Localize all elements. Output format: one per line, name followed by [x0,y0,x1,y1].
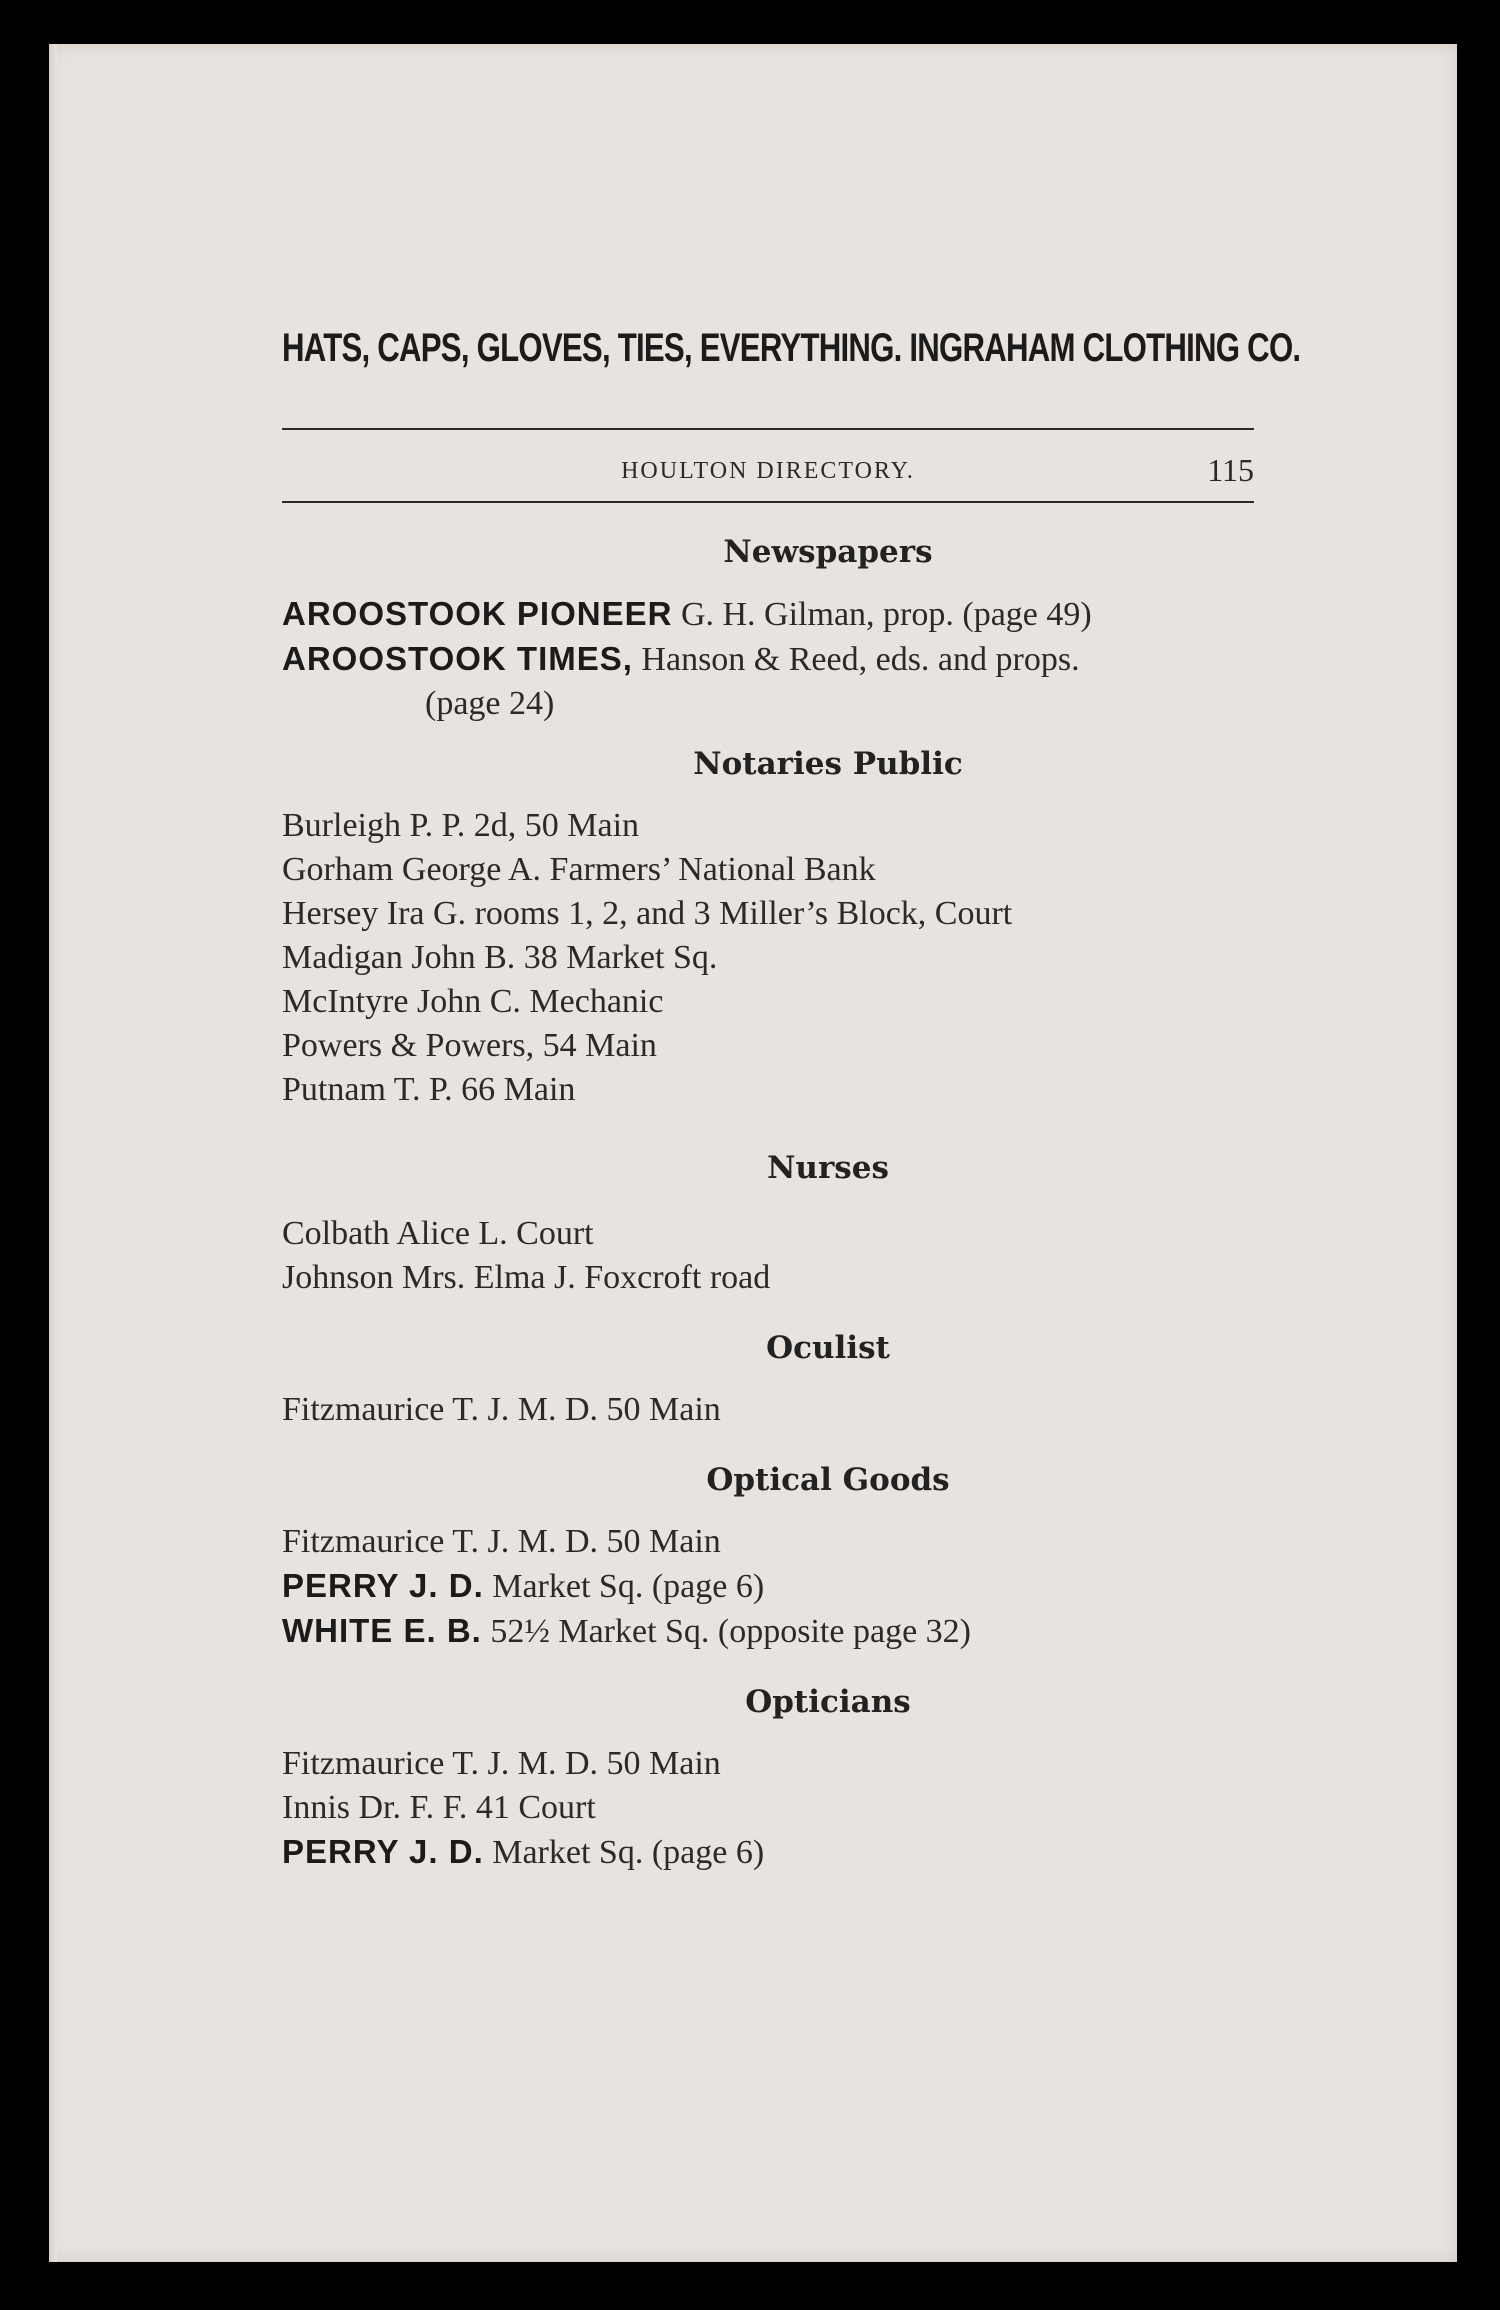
bottom-rule [282,501,1254,503]
top-rule [282,428,1254,430]
entry-name: WHITE E. B. [282,1612,482,1649]
listing-entry [282,592,1254,637]
listing-entry [282,637,1254,682]
listing-entry: Putnam T. P. 66 Main [282,1071,576,1108]
entry-text: Market Sq. (page 6) [483,1568,765,1605]
section-optical-goods [282,1462,1254,1654]
entry-name: AROOSTOOK TIMES, [282,640,633,677]
listing-entry: Fitzmaurice T. J. M. D. 50 Main [282,1391,721,1428]
page-number: 115 [1207,452,1254,488]
entry-name: PERRY J. D. [282,1833,484,1870]
listing-entry [282,1830,1254,1875]
section-heading: Newspapers [723,534,933,570]
listing-entry [282,1564,1254,1609]
section-heading: Notaries Public [693,746,963,782]
listing-entry: Fitzmaurice T. J. M. D. 50 Main [282,1523,721,1560]
listing-entry: Burleigh P. P. 2d, 50 Main [282,807,640,844]
listing-entry: Hersey Ira G. rooms 1, 2, and 3 Miller’s Block, Court [282,895,1013,932]
listing-entry: Innis Dr. F. F. 41 Court [282,1789,596,1826]
section-heading: Optical Goods [706,1462,950,1498]
running-title: HOULTON DIRECTORY. [621,458,915,484]
entry-text: G. H. Gilman, prop. (page 49) [672,596,1092,633]
listing-entry: Gorham George A. Farmers’ National Bank [282,851,876,888]
listing-entry: Fitzmaurice T. J. M. D. 50 Main [282,1745,721,1782]
section-opticians [282,1684,1254,1875]
listing-entry: Colbath Alice L. Court [282,1215,594,1252]
listing-entry: McIntyre John C. Mechanic [282,983,664,1020]
directory-listing [282,534,1254,1905]
section-heading: Nurses [767,1150,889,1186]
section-nurses [282,1150,1254,1300]
entry-name: AROOSTOOK PIONEER [282,595,673,632]
advertisement-banner: HATS, CAPS, GLOVES, TIES, EVERYTHING. INGRAHAM CLOTHING CO. [282,326,1301,370]
section-oculist [282,1330,1254,1432]
listing-entry [282,1609,1254,1654]
running-head [282,452,1254,492]
entry-text: Market Sq. (page 6) [483,1834,765,1871]
listing-entry-continuation: (page 24) [425,685,555,722]
listing-entry: Madigan John B. 38 Market Sq. [282,939,718,976]
entry-name: PERRY J. D. [282,1567,484,1604]
section-heading: Opticians [745,1684,911,1720]
section-heading: Oculist [766,1330,890,1366]
entry-text: Hanson & Reed, eds. and props. [632,641,1080,678]
listing-entry: Johnson Mrs. Elma J. Foxcroft road [282,1259,771,1296]
section-notaries-public [282,746,1254,1112]
directory-page [49,44,1457,2262]
listing-entry: Powers & Powers, 54 Main [282,1027,657,1064]
section-newspapers [282,534,1254,726]
entry-text: 52½ Market Sq. (opposite page 32) [481,1613,971,1650]
